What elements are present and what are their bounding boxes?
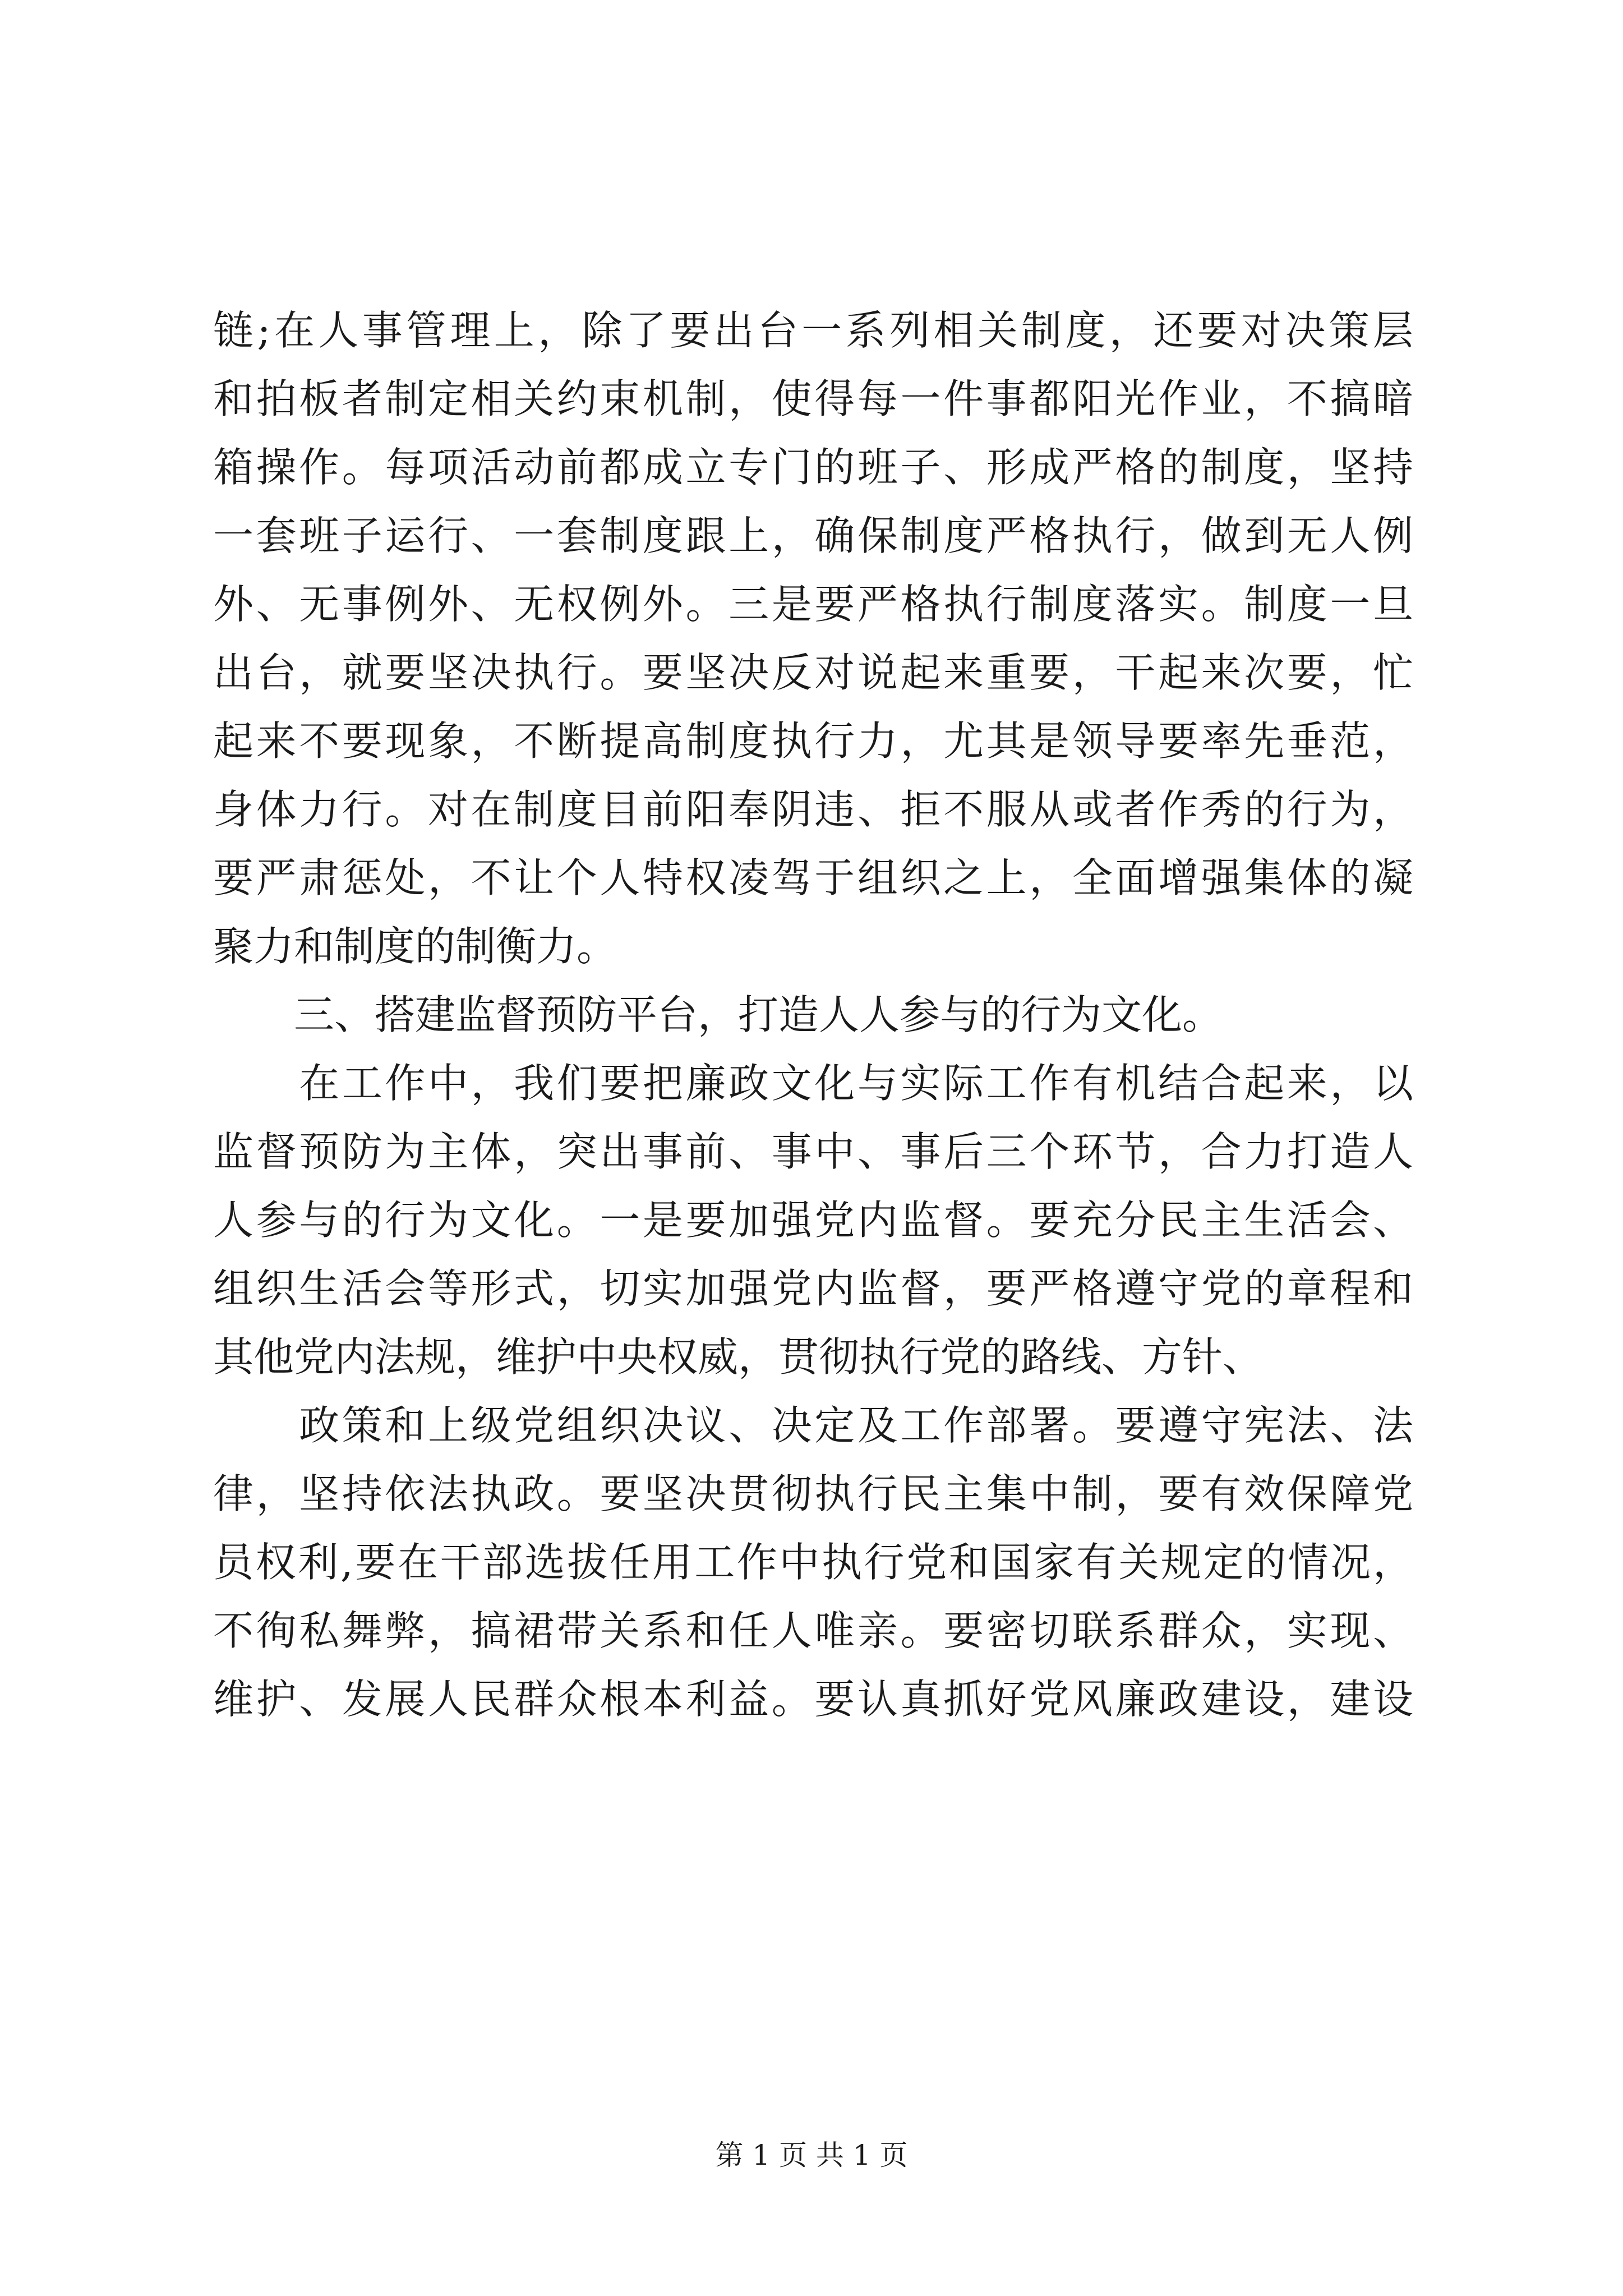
text-line: 箱操作。每项活动前都成立专门的班子、形成严格的制度，坚持 <box>213 444 1413 491</box>
text-line: 身体力行。对在制度目前阳奉阴违、拒不服从或者作秀的行为， <box>213 786 1413 833</box>
text-line: 维护、发展人民群众根本利益。要认真抓好党风廉政建设，建设 <box>213 1676 1413 1723</box>
text-line: 外、无事例外、无权例外。三是要严格执行制度落实。制度一旦 <box>213 581 1413 628</box>
text-line: 人参与的行为文化。一是要加强党内监督。要充分民主生活会、 <box>213 1197 1413 1244</box>
text-line: 起来不要现象，不断提高制度执行力，尤其是领导要率先垂范， <box>213 717 1413 765</box>
text-line: 监督预防为主体，突出事前、事中、事后三个环节，合力打造人 <box>213 1128 1413 1175</box>
text-line: 和拍板者制定相关约束机制，使得每一件事都阳光作业，不搞暗 <box>213 375 1413 422</box>
text-line: 在工作中，我们要把廉政文化与实际工作有机结合起来，以 <box>213 1060 1413 1107</box>
text-line: 不徇私舞弊，搞裙带关系和任人唯亲。要密切联系群众，实现、 <box>213 1607 1413 1654</box>
text-line: 其他党内法规，维护中央权威，贯彻执行党的路线、方针、 <box>213 1333 1264 1381</box>
text-line: 律，坚持依法执政。要坚决贯彻执行民主集中制，要有效保障党 <box>213 1470 1413 1517</box>
text-line: 要严肃惩处，不让个人特权凌驾于组织之上，全面增强集体的凝 <box>213 854 1413 901</box>
text-line: 员权利,要在干部选拔任用工作中执行党和国家有关规定的情况， <box>213 1539 1413 1586</box>
text-line: 三、搭建监督预防平台，打造人人参与的行为文化。 <box>213 991 1223 1038</box>
text-line: 出台，就要坚决执行。要坚决反对说起来重要，干起来次要，忙 <box>213 649 1413 696</box>
text-line: 聚力和制度的制衡力。 <box>213 923 617 970</box>
text-line: 一套班子运行、一套制度跟上，确保制度严格执行，做到无人例 <box>213 512 1413 559</box>
page-footer: 第 1 页 共 1 页 <box>715 2139 908 2171</box>
text-line: 政策和上级党组织决议、决定及工作部署。要遵守宪法、法 <box>213 1402 1413 1449</box>
document-body <box>213 296 1413 1733</box>
text-line: 链;在人事管理上，除了要出台一系列相关制度，还要对决策层 <box>213 307 1413 354</box>
text-line: 组织生活会等形式，切实加强党内监督，要严格遵守党的章程和 <box>213 1265 1413 1312</box>
